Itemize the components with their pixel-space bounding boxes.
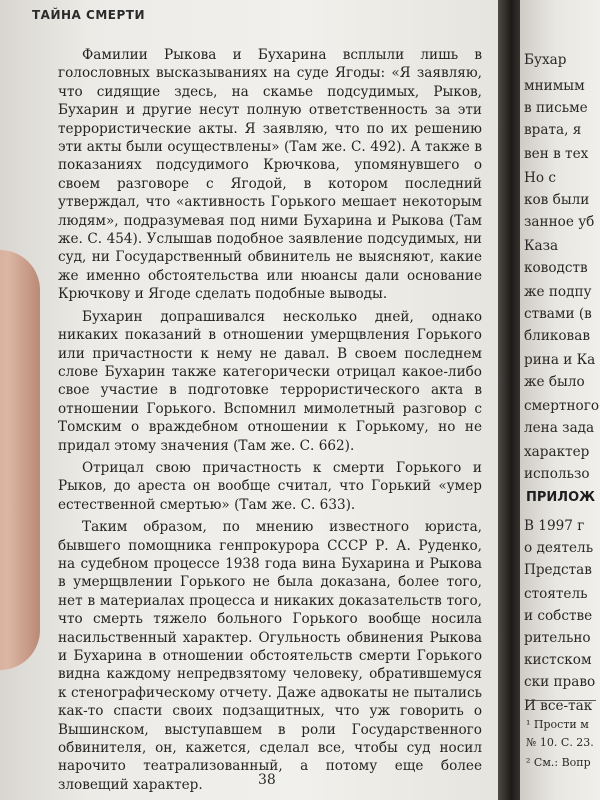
right-page-line: стоятель <box>524 586 588 602</box>
section-heading: ПРИЛОЖ <box>526 490 596 505</box>
right-page-line: кистском <box>524 652 592 668</box>
right-page-line: в письме <box>524 100 588 116</box>
right-page-line: Но с <box>524 170 556 186</box>
right-page-line: рительно <box>524 630 591 646</box>
paragraph: Таким образом, по мнению известного юриста, бывшего помощника генпрокурора СССР Р. А. Руденко, на судебном процессе 1938 года вина Бухарина и Рыкова в умерщвлении Горького не была доказана, более того, нет в материалах процесса и никаких доказательств того, что смерть тяжело больного Горького вообще носила насильственный характер. Огульность обвинения Рыкова и Бухарина в отношении обстоятельств смерти Горького видна каждому непредвзятому человеку, обратившемуся к стенографическому отчету. Даже адвокаты не пытались как-то спасти своих подзащитных, что уж говорить о Вышинском, выступавшем в роли Государственного обвинителя, он, кажется, сделал все, чтобы суд носил нарочито театрализованный, а потому еще более зловещий характер. <box>58 519 482 793</box>
right-page-line: Каза <box>524 238 559 254</box>
footnote: № 10. С. 23. <box>526 736 594 749</box>
right-page-line: рина и Ка <box>524 352 596 368</box>
right-page-line: В 1997 г <box>524 518 585 534</box>
right-page-line: ководств <box>524 260 588 276</box>
paragraph: Фамилии Рыкова и Бухарина всплыли лишь в голословных высказываниях на суде Ягоды: «Я заявляю, что сидящие здесь, на скамье подсудимых, Рыков, Бухарин и другие несут полную ответственность за эти террористические акты. Я заявляю, что по их решению эти акты были осуществлены» (Там же. С. 492). А также в показаниях подсудимого Крючкова, упомянувшего о своем разговоре с Ягодой, в котором последний утверждал, что «активность Горького мешает некоторым людям», подразумевая под ними Бухарина и Рыкова (Там же. С. 454). Услышав подобное заявление подсудимых, ни суд, ни Государственный обвинитель не выясняют, какие же именно обстоятельства или нюансы дали основание Крючкову и Ягоде сделать подобные выводы. <box>58 47 482 303</box>
paragraph: Отрицал свою причастность к смерти Горького и Рыков, до ареста он вообще считал, что Горький «умер естественной смертью» (Там же. С. 633). <box>58 459 482 513</box>
right-page-line: И все-так <box>524 698 593 714</box>
right-page-line: лена зада <box>524 420 595 436</box>
right-page-line: же было <box>524 374 585 390</box>
right-page-line: и собстве <box>524 608 593 624</box>
right-page-line: бликовав <box>524 328 590 344</box>
thumb <box>0 250 40 670</box>
right-page-line: о деятель <box>524 540 594 556</box>
right-page-line: ков были <box>524 192 590 208</box>
footnote: ² См.: Вопр <box>526 756 591 769</box>
right-page-line: Представ <box>524 562 592 578</box>
right-page-line: Бухар <box>524 52 567 68</box>
right-page-line: ствами (в <box>524 306 592 322</box>
right-page-line: врата, я <box>524 122 582 138</box>
paragraph: Бухарин допрашивался несколько дней, однако никаких показаний в отношении умерщвления Горького или причастности к нему не давал. В своем последнем слове Бухарин также категорически отрицал какое-либо свое участие в подготовке террористического акта в отношении Горького. Вспомнил мимолетный разговор с Томским о враждебном отношении к Горькому, но не придал этому значения (Там же. С. 662). <box>58 308 482 454</box>
body-text <box>58 46 482 794</box>
right-page <box>520 0 600 800</box>
right-page-line: же подпу <box>524 284 592 300</box>
right-page-line: характер <box>524 444 590 460</box>
running-head: ТАЙНА СМЕРТИ <box>32 8 145 22</box>
right-page-line: вен в тех <box>524 146 589 162</box>
right-page-line: мнимым <box>524 78 585 94</box>
footnote: ¹ Прости м <box>526 718 589 731</box>
book-gutter <box>498 0 522 800</box>
right-page-line: смертного <box>524 398 600 414</box>
right-page-line: ски право <box>524 674 596 690</box>
right-page-line: использо <box>524 466 590 482</box>
page-number: 38 <box>258 772 276 788</box>
right-page-line: занное уб <box>524 214 595 230</box>
